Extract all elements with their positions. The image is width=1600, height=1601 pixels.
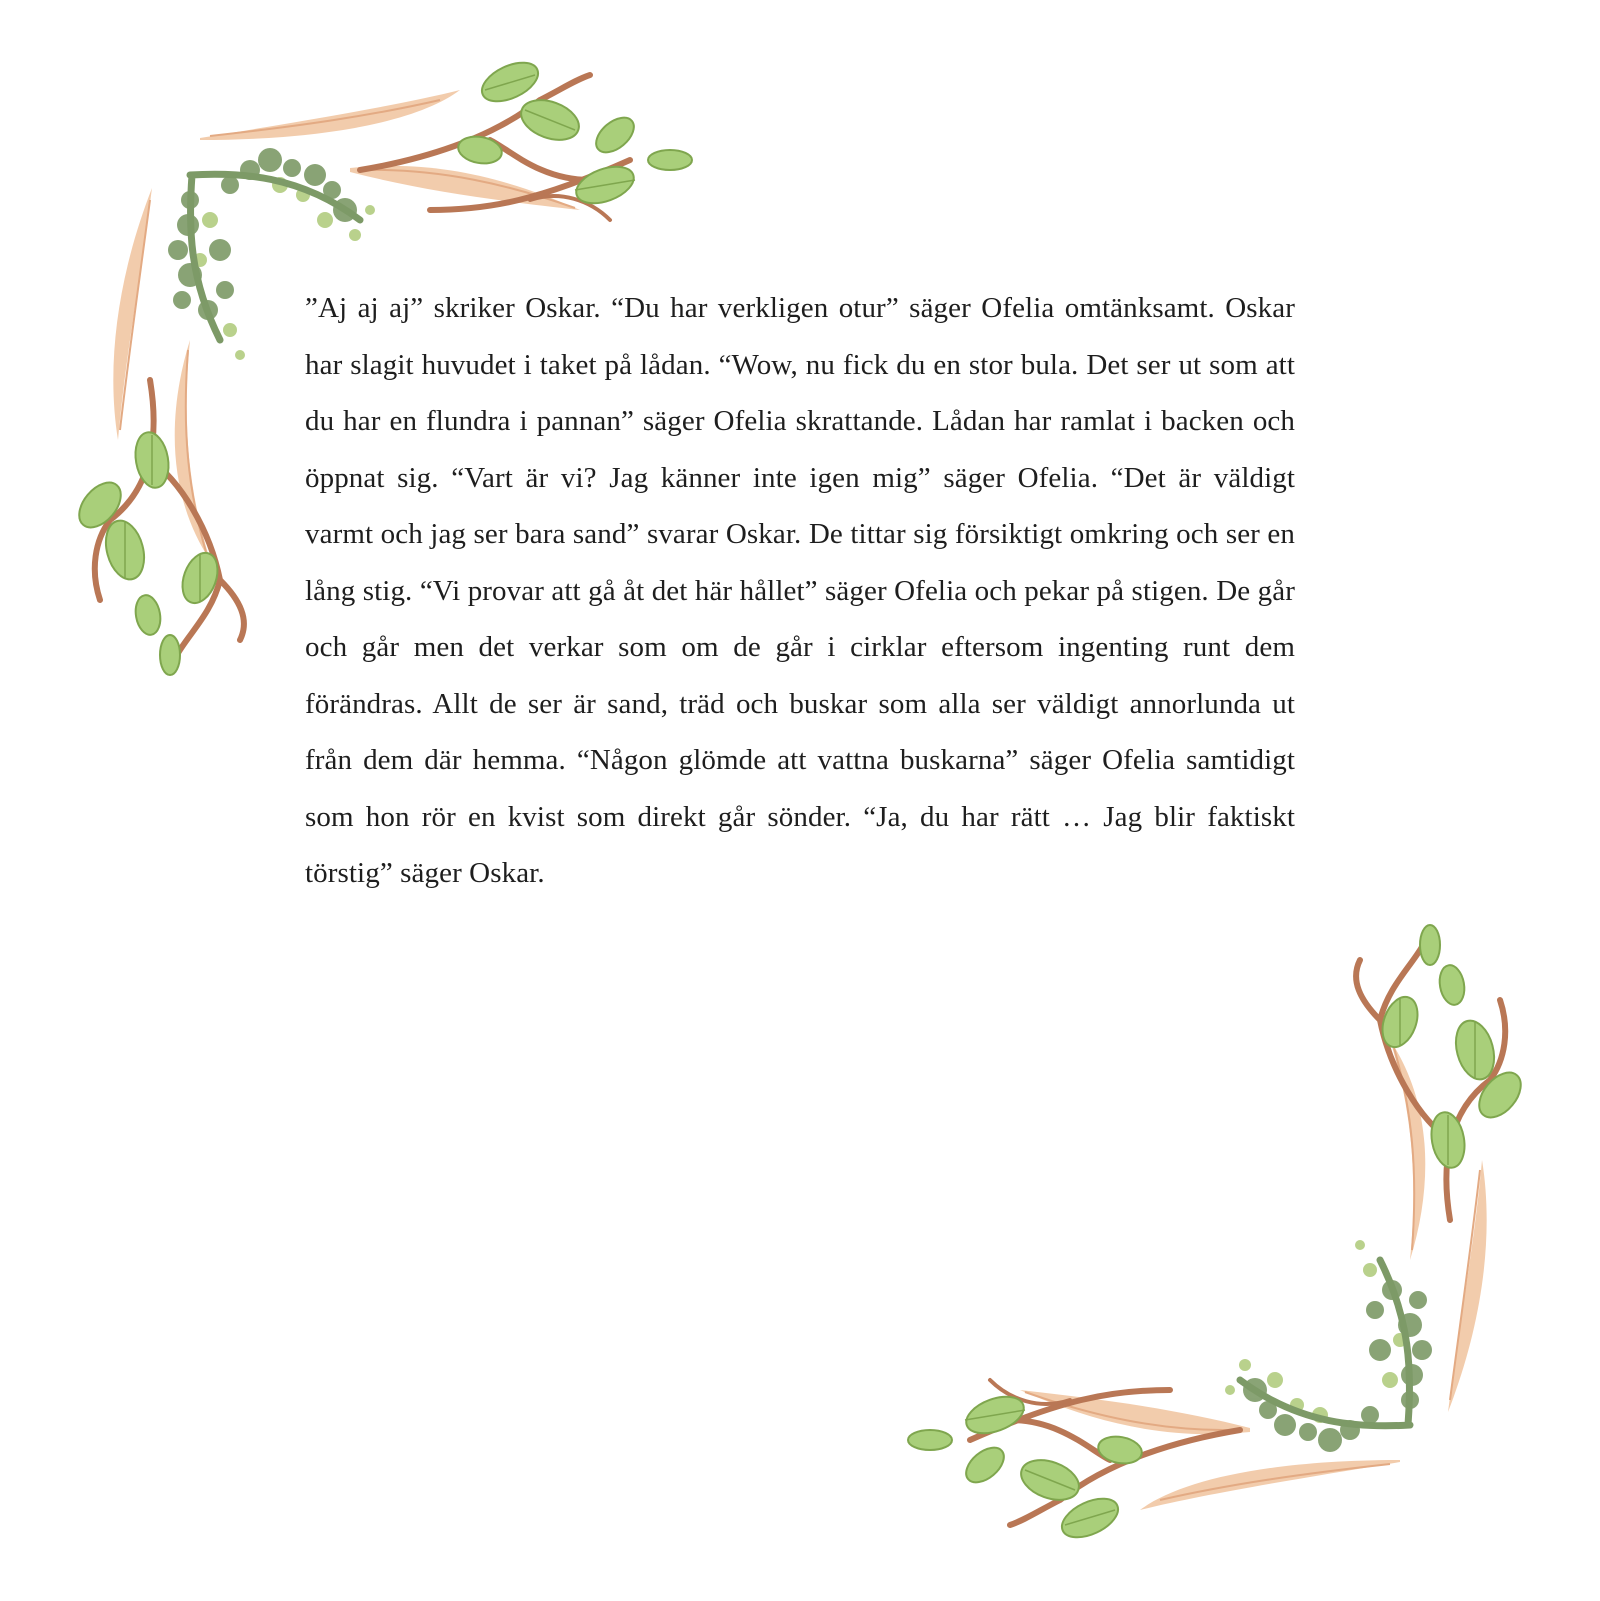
leafy-corner-bottom-right-icon bbox=[880, 900, 1530, 1540]
story-paragraph: ”Aj aj aj” skriker Oskar. “Du har verkligen otur” säger Ofelia omtänksamt. Oskar har slagit huvudet i taket på lådan. “Wow, nu fick du en stor bula. Det ser ut som att du har en flundra i pannan” säger Ofelia skrattande. Lådan har ramlat i backen och öppnat sig. “Vart är vi? Jag känner inte igen mig” säger Ofelia. “Det är väldigt varmt och jag ser bara sand” svarar Oskar. De tittar sig försiktigt omkring och ser en lång stig. “Vi provar att gå åt det här hållet” säger Ofelia och pekar på stigen. De går och går men det verkar som om de går i cirklar eftersom ingenting runt dem förändras. Allt de ser är sand, träd och buskar som alla ser väldigt annorlunda ut från dem där hemma. “Någon glömde att vattna buskarna” säger Ofelia samtidigt som hon rör en kvist som direkt går sönder. “Ja, du har rätt … Jag blir faktiskt törstig” säger Oskar. bbox=[305, 292, 1295, 889]
